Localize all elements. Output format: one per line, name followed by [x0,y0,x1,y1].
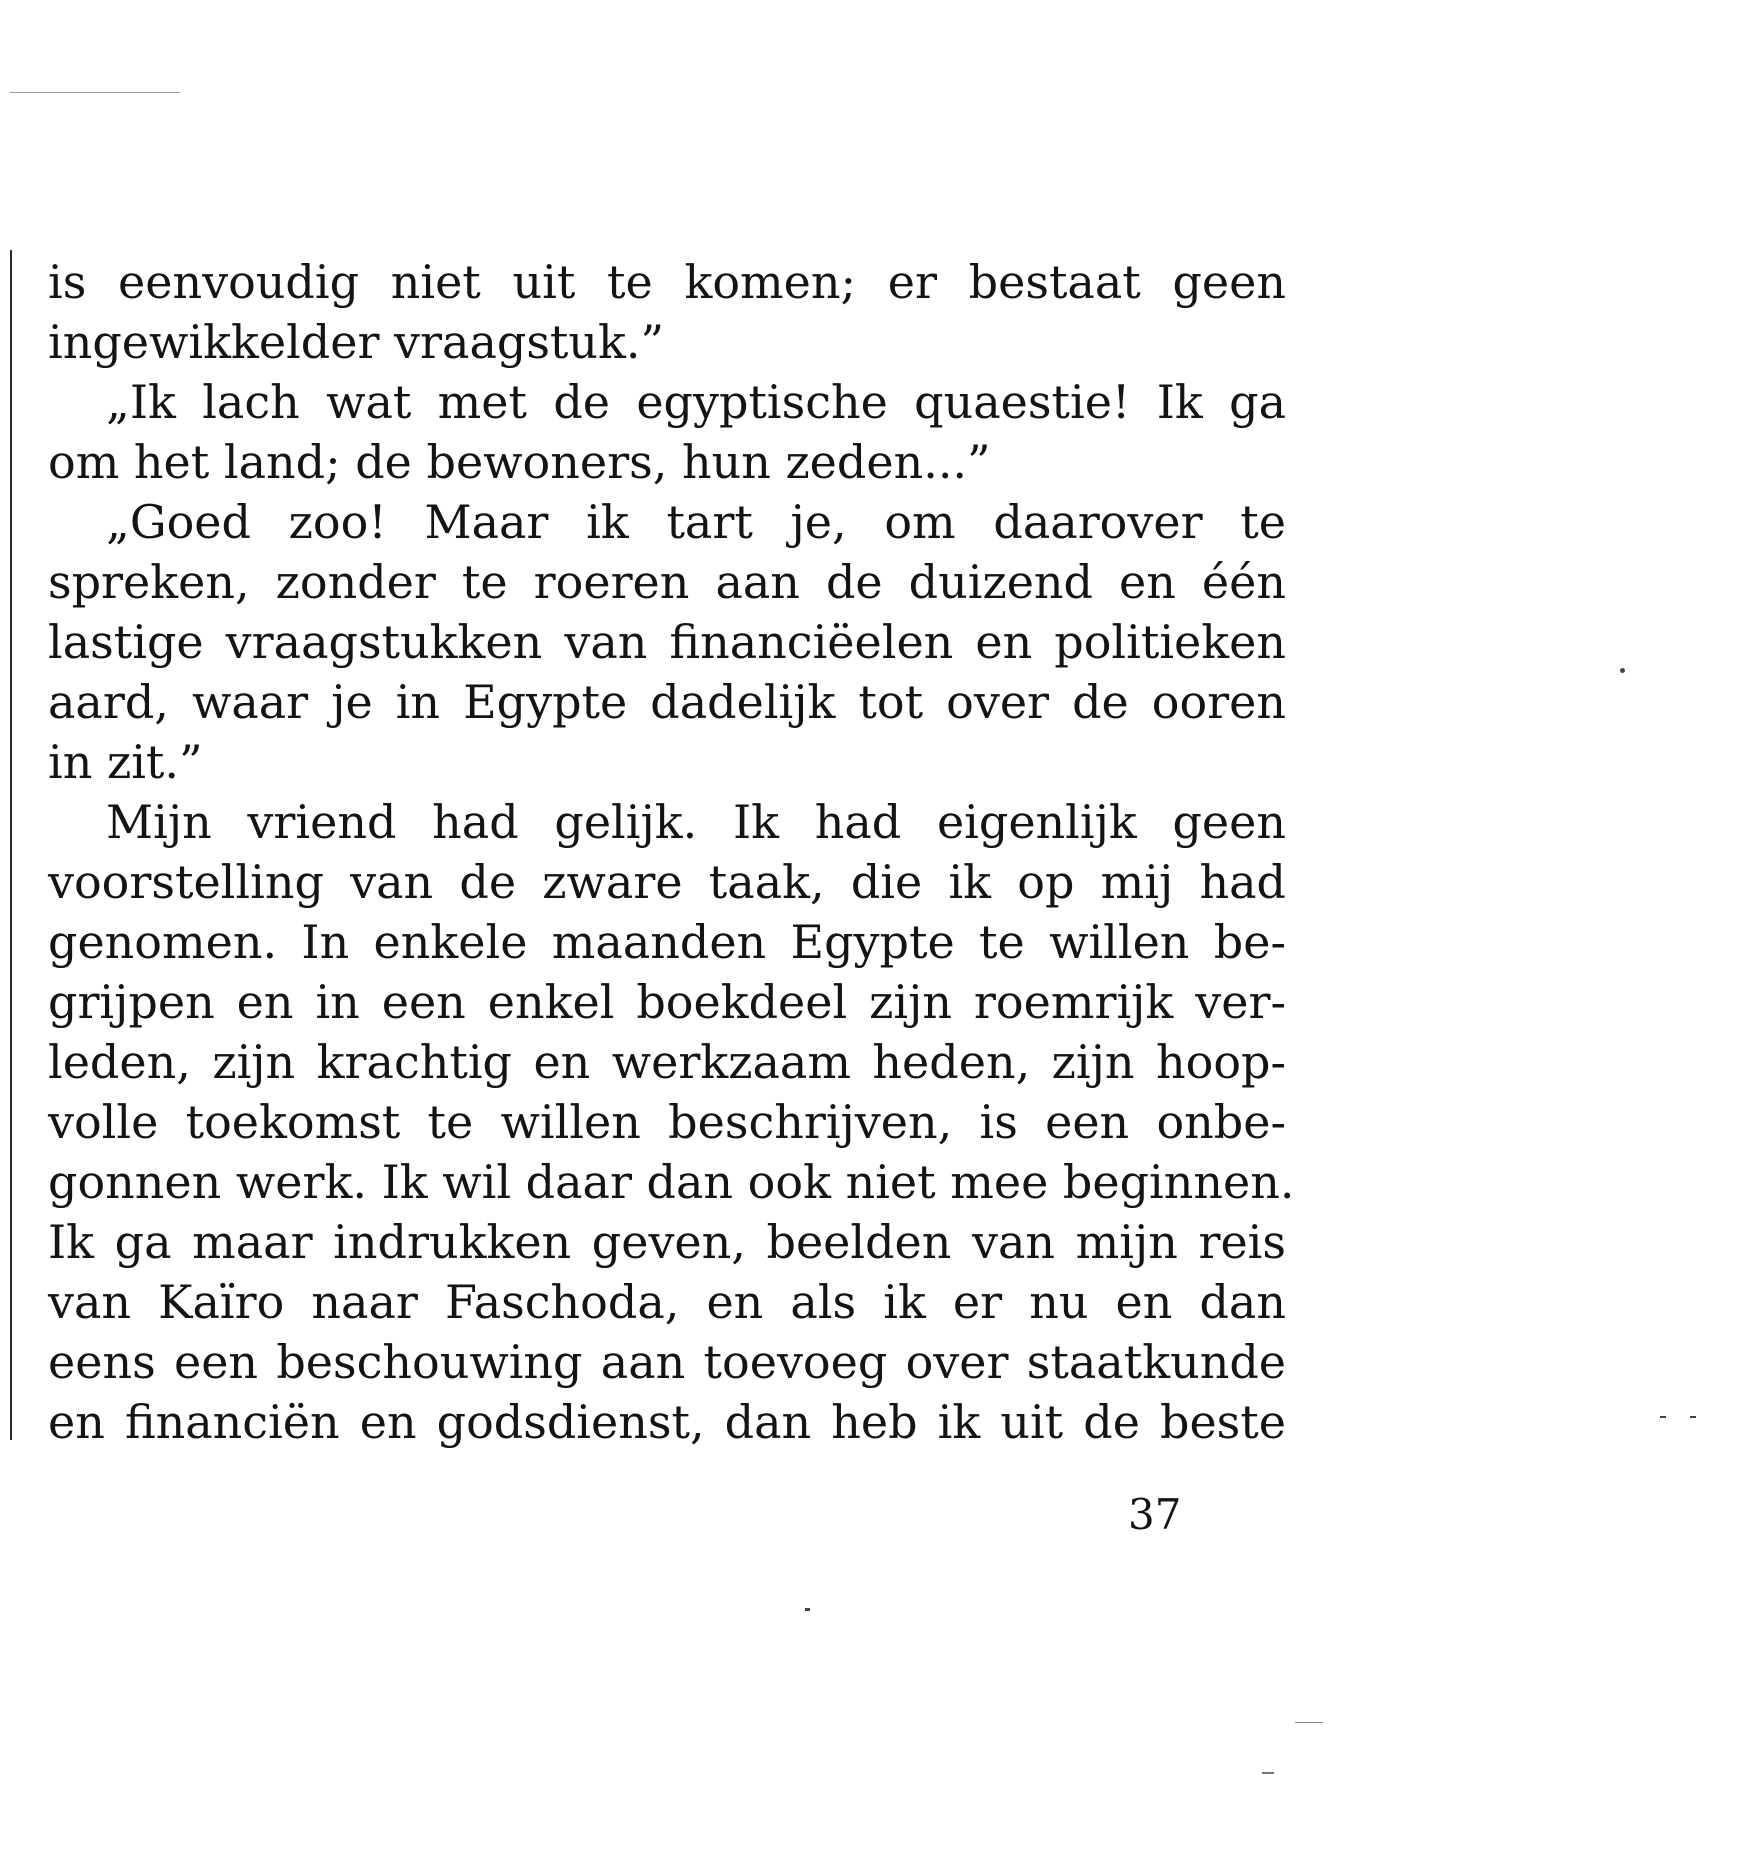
page-number: 37 [1128,1490,1182,1539]
scan-speck [805,1608,810,1611]
text-line: Ik ga maar indrukken geven, beelden van mijn reis [48,1215,1286,1269]
text-line: volle toekomst te willen beschrijven, is een onbe- [48,1095,1286,1149]
scan-speck [1620,668,1625,673]
page-text-block [48,252,1295,1452]
text-line: van Kaïro naar Faschoda, en als ik er nu en dan [48,1275,1286,1329]
text-line: voorstelling van de zware taak, die ik op mij had [48,855,1286,909]
text-line: in zit.” [48,735,203,789]
scan-speck [1262,1772,1274,1774]
text-line: genomen. In enkele maanden Egypte te willen be- [48,915,1286,969]
scan-speck [1690,1416,1696,1418]
scan-speck [10,92,180,93]
text-line: grijpen en in een enkel boekdeel zijn roemrijk ver- [48,975,1286,1029]
text-line: ingewikkelder vraagstuk.” [48,315,665,369]
text-line: gonnen werk. Ik wil daar dan ook niet mee beginnen. [48,1155,1295,1209]
text-line: is eenvoudig niet uit te komen; er bestaat geen [48,255,1286,309]
scan-speck [1295,1722,1323,1723]
text-line: leden, zijn krachtig en werkzaam heden, zijn hoop- [48,1035,1286,1089]
text-line: „Ik lach wat met de egyptische quaestie! Ik ga [106,375,1286,429]
text-line: en financiën en godsdienst, dan heb ik uit de beste [48,1395,1286,1449]
text-line: aard, waar je in Egypte dadelijk tot over de ooren [48,675,1286,729]
text-line: spreken, zonder te roeren aan de duizend en één [48,555,1286,609]
text-line: om het land; de bewoners, hun zeden...” [48,435,991,489]
text-line: Mijn vriend had gelijk. Ik had eigenlijk geen [106,795,1286,849]
scan-edge-line [10,250,12,1440]
text-line: eens een beschouwing aan toevoeg over staatkunde [48,1335,1286,1389]
scan-speck [1660,1416,1666,1418]
text-line: „Goed zoo! Maar ik tart je, om daarover te [106,495,1286,549]
text-line: lastige vraagstukken van financiëelen en politieken [48,615,1286,669]
